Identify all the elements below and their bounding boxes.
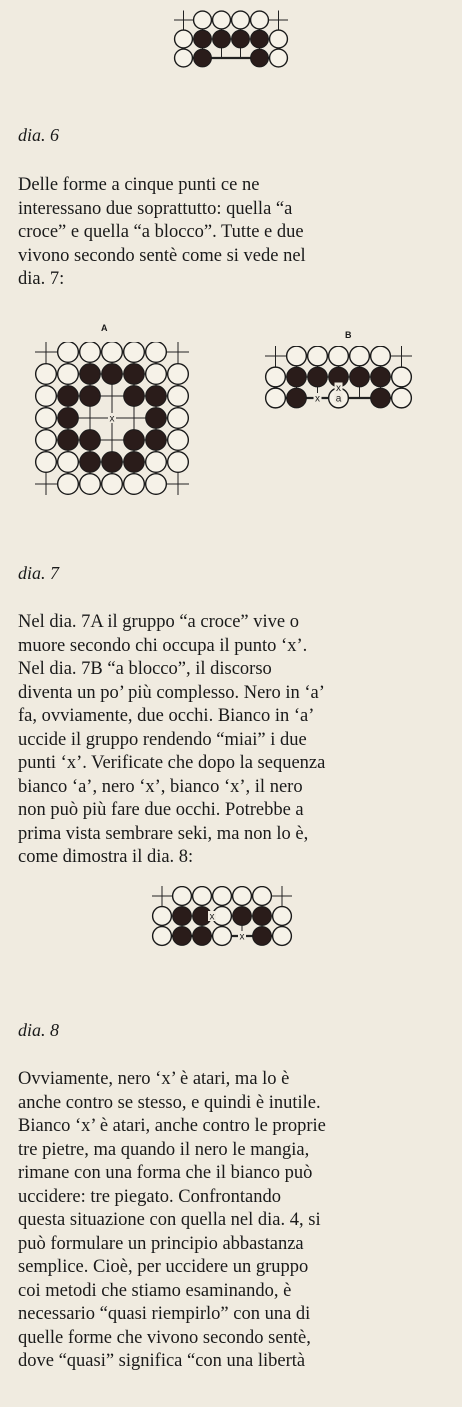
black-stone — [350, 367, 370, 387]
paragraph-2: Nel dia. 7A il gruppo “a croce” vive o muore secondo chi occupa il punto ‘x’. Nel dia. 7B “a blocco”, il discorso diventa un po’ più complesso. Nero in ‘a’ fa, ovviamente, due occhi. Bianco in ‘a’ uccide il gruppo rendendo “miai” i due punti ‘x’. Verificate che dopo la sequenza bianco ‘a’, nero ‘x’, bianco ‘x’, il nero non può più fare due occhi. Potrebbe a prima vista sembrare seki, ma non lo è, come dimostra il dia. 8: — [18, 612, 326, 867]
black-stone — [124, 430, 145, 451]
white-stone — [251, 11, 269, 29]
black-stone — [371, 388, 391, 408]
black-stone — [287, 388, 307, 408]
go-diagram-7b — [255, 346, 450, 466]
go-diagram-7a — [25, 342, 220, 542]
label-7a: A — [101, 323, 108, 333]
black-stone — [173, 927, 192, 946]
white-stone — [232, 11, 250, 29]
black-stone — [58, 386, 79, 407]
white-stone — [392, 367, 412, 387]
white-stone — [153, 907, 172, 926]
white-stone — [213, 11, 231, 29]
black-stone — [193, 927, 212, 946]
white-stone — [213, 927, 232, 946]
black-stone — [146, 386, 167, 407]
black-stone — [80, 430, 101, 451]
black-stone — [308, 367, 328, 387]
white-stone — [193, 887, 212, 906]
black-stone — [124, 386, 145, 407]
white-stone — [350, 346, 370, 366]
white-stone — [102, 474, 123, 495]
white-stone — [168, 430, 189, 451]
go-diagram-8 — [142, 886, 337, 986]
white-stone — [58, 452, 79, 473]
label-7b: B — [345, 330, 352, 340]
white-stone — [146, 474, 167, 495]
black-stone — [213, 30, 231, 48]
black-stone — [58, 430, 79, 451]
black-stone — [146, 408, 167, 429]
white-stone — [273, 907, 292, 926]
white-stone — [80, 342, 101, 362]
go-diagram-6 — [164, 10, 314, 110]
white-stone — [36, 452, 57, 473]
white-stone — [58, 474, 79, 495]
white-stone — [168, 408, 189, 429]
white-stone — [153, 927, 172, 946]
black-stone — [80, 386, 101, 407]
white-stone — [80, 474, 101, 495]
white-stone — [58, 342, 79, 362]
black-stone — [146, 430, 167, 451]
white-stone — [329, 346, 349, 366]
black-stone — [371, 367, 391, 387]
white-stone — [36, 430, 57, 451]
white-stone — [308, 346, 328, 366]
white-stone — [146, 364, 167, 385]
point-mark: x — [336, 383, 341, 394]
white-stone — [270, 49, 288, 67]
white-stone — [58, 364, 79, 385]
point-mark: x — [109, 413, 115, 425]
paragraph-1: Delle forme a cinque punti ce ne interessano due soprattutto: quella “a croce” e quella “a blocco”. Tutte e due vivono secondo sentè come si vede nel dia. 7: — [18, 175, 306, 289]
black-stone — [124, 452, 145, 473]
black-stone — [124, 364, 145, 385]
white-stone — [173, 887, 192, 906]
white-stone — [213, 887, 232, 906]
white-stone — [36, 386, 57, 407]
white-stone — [102, 342, 123, 362]
white-stone — [124, 342, 145, 362]
black-stone — [194, 49, 212, 67]
black-stone — [233, 907, 252, 926]
black-stone — [253, 907, 272, 926]
white-stone — [175, 30, 193, 48]
white-stone — [253, 887, 272, 906]
white-stone — [194, 11, 212, 29]
white-stone — [168, 452, 189, 473]
caption-dia-7: dia. 7 — [18, 563, 60, 583]
white-stone — [273, 927, 292, 946]
white-stone — [371, 346, 391, 366]
white-stone — [392, 388, 412, 408]
black-stone — [102, 452, 123, 473]
white-stone — [233, 887, 252, 906]
black-stone — [232, 30, 250, 48]
caption-dia-8: dia. 8 — [18, 1020, 60, 1040]
black-stone — [253, 927, 272, 946]
point-mark: x — [239, 931, 245, 943]
white-stone — [146, 452, 167, 473]
white-stone — [168, 386, 189, 407]
white-stone — [266, 367, 286, 387]
white-stone — [124, 474, 145, 495]
black-stone — [287, 367, 307, 387]
point-mark: a — [335, 393, 342, 405]
point-mark: x — [315, 393, 320, 405]
black-stone — [80, 452, 101, 473]
white-stone — [270, 30, 288, 48]
paragraph-3: Ovviamente, nero ‘x’ è atari, ma lo è anche contro se stesso, e quindi è inutile. Bianco ‘x’ è atari, anche contro le proprie tre pietre, ma quando il nero le mangia, rimane con una forma che il bianco può uccidere: tre piegato. Confrontando questa situazione con quella nel dia. 4, si può formulare un principio abbastanza semplice. Cioè, per uccidere un gruppo coi metodi che stiamo esaminando, è necessario “quasi riempirlo” con una di quelle forme che vivono secondo sentè, dove “quasi” significa “con una libertà — [18, 1069, 326, 1371]
white-stone — [287, 346, 307, 366]
black-stone — [58, 408, 79, 429]
black-stone — [251, 30, 269, 48]
white-stone — [266, 388, 286, 408]
white-stone — [146, 342, 167, 362]
black-stone — [194, 30, 212, 48]
black-stone — [251, 49, 269, 67]
black-stone — [102, 364, 123, 385]
white-stone — [36, 364, 57, 385]
white-stone — [175, 49, 193, 67]
black-stone — [173, 907, 192, 926]
white-stone — [36, 408, 57, 429]
caption-dia-6: dia. 6 — [18, 125, 60, 145]
white-stone — [168, 364, 189, 385]
black-stone — [80, 364, 101, 385]
point-mark: x — [209, 911, 215, 923]
